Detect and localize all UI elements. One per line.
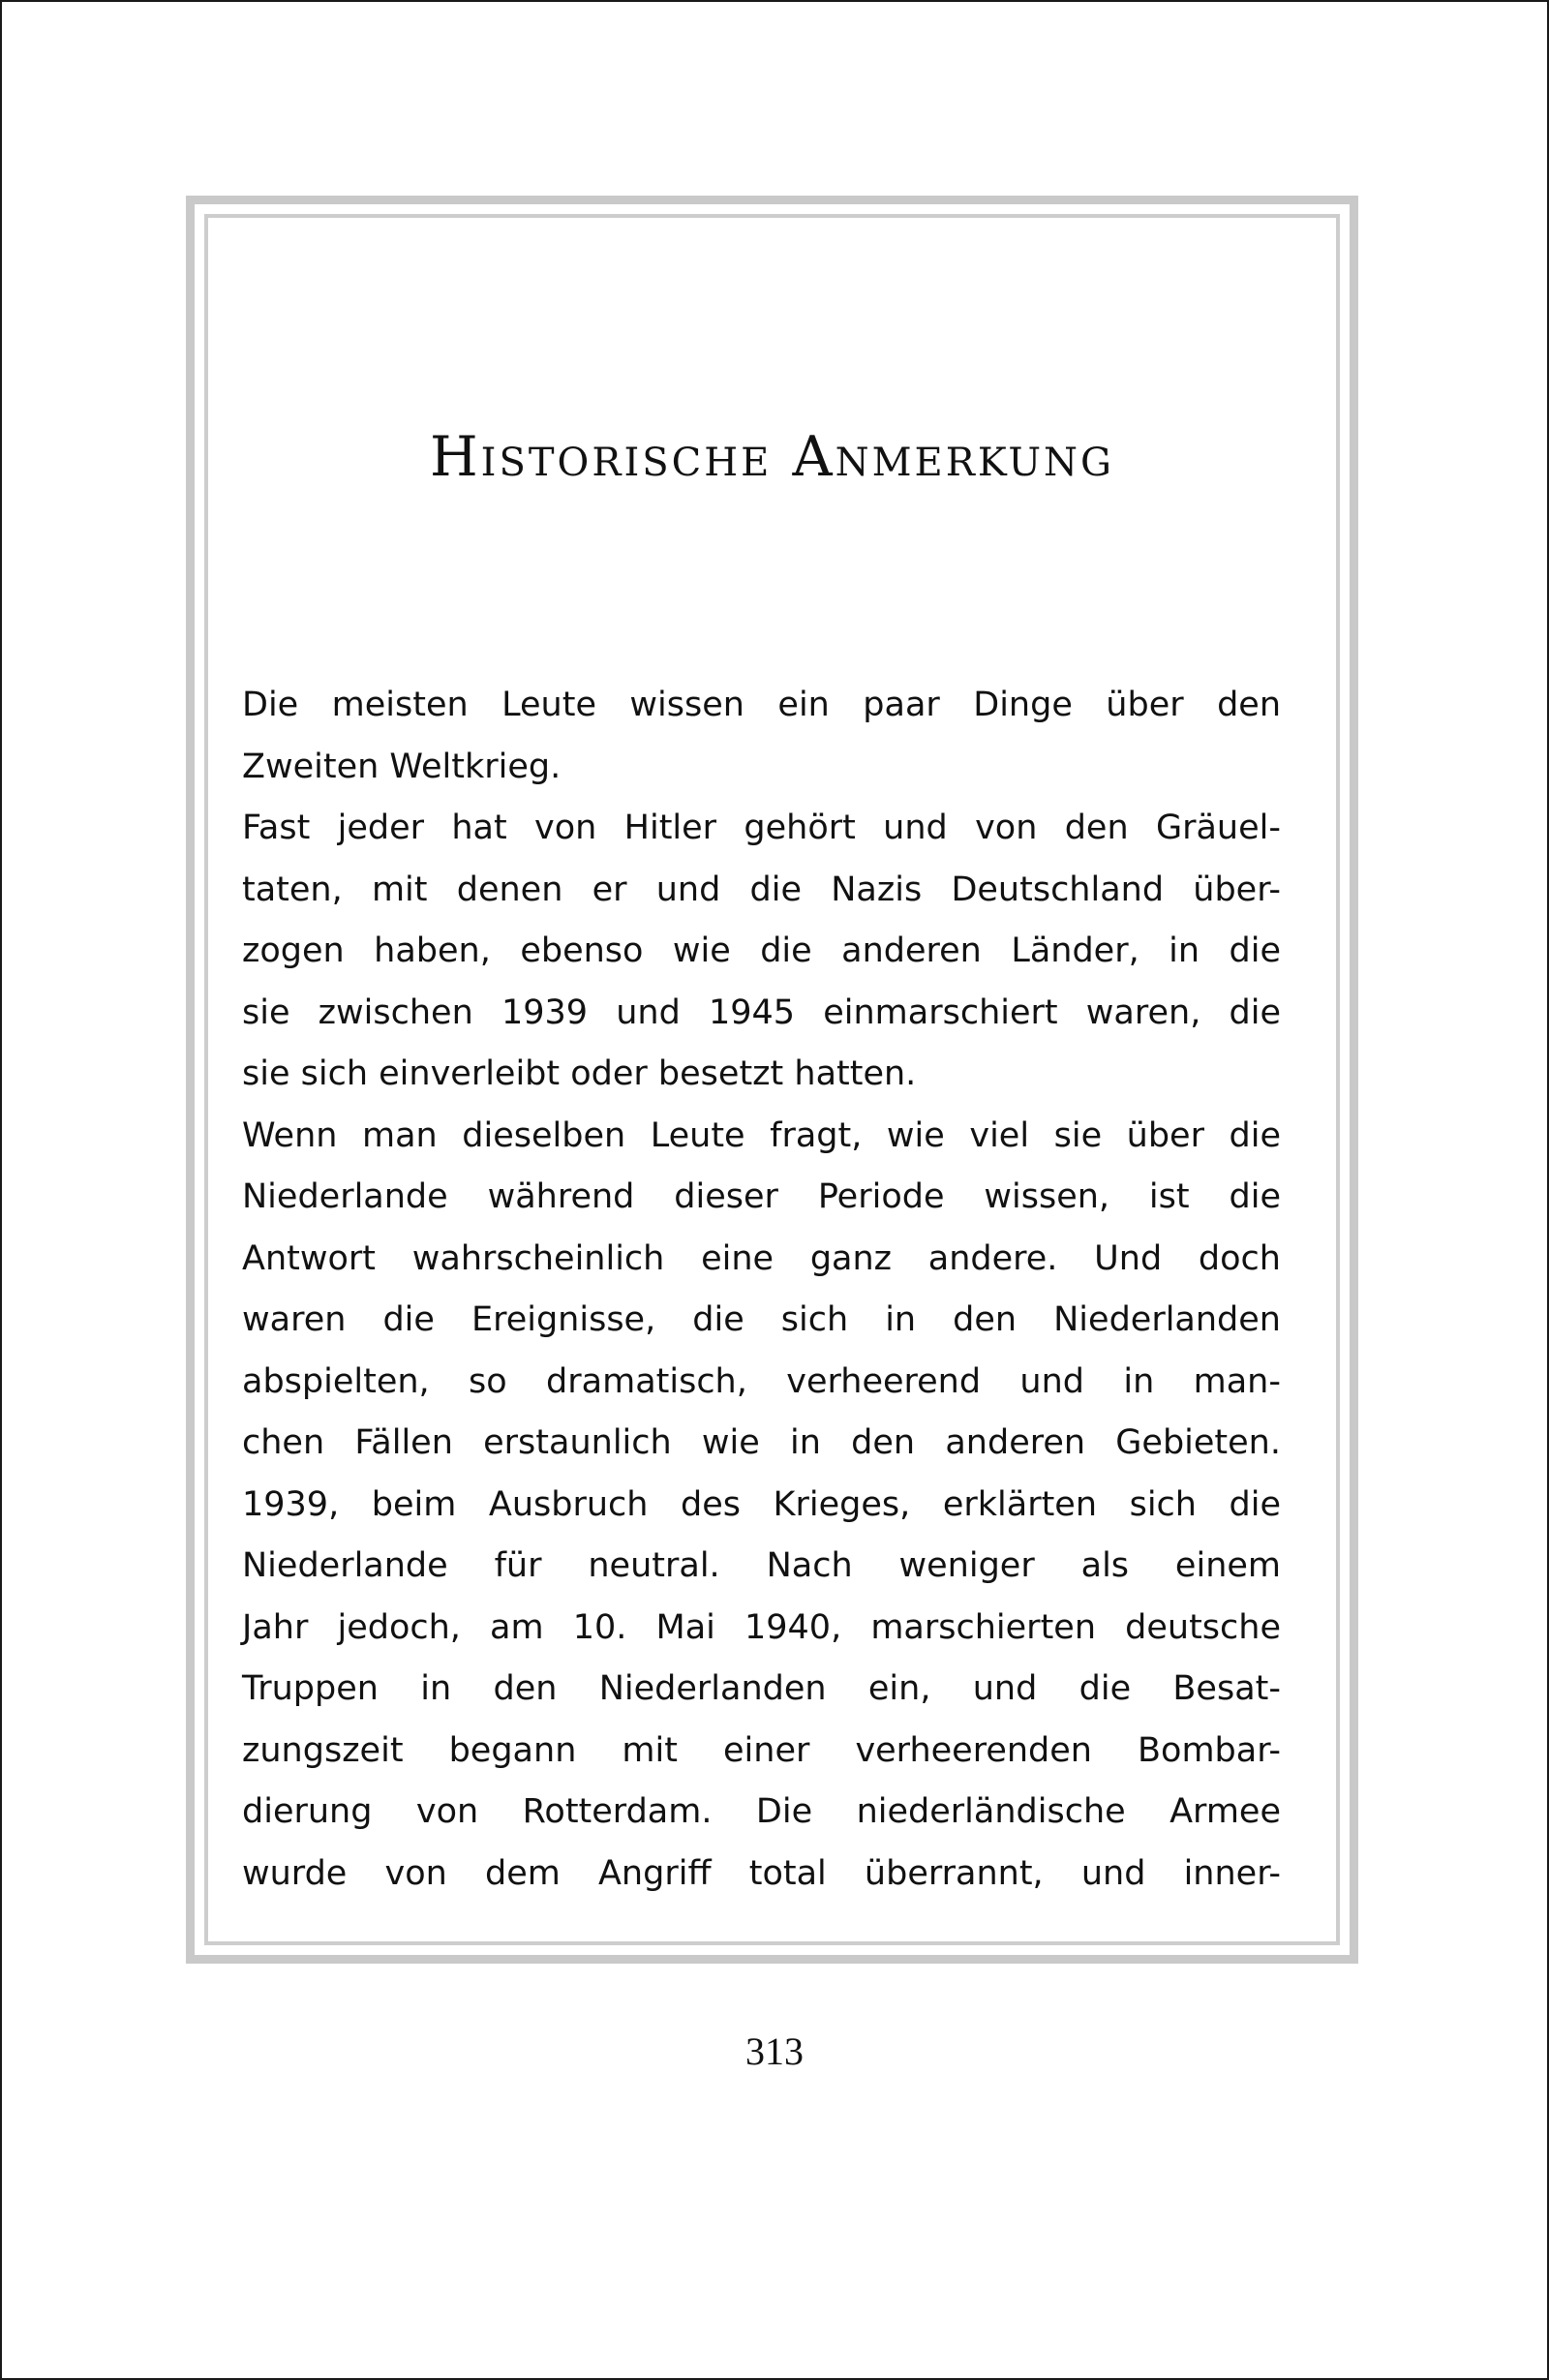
text-line: Fast jeder hat von Hitler gehört und von den Gräuel- (242, 809, 1281, 847)
text-line: zungszeit begann mit einer verheerenden Bombar- (242, 1730, 1281, 1770)
text-line: sie sich einverleibt oder besetzt hatten. (242, 1054, 917, 1093)
text-line: taten, mit denen er und die Nazis Deutschland über- (242, 870, 1281, 909)
text-line: 1939, beim Ausbruch des Krieges, erklärten sich die (242, 1484, 1281, 1524)
text-line: Die meisten Leute wissen ein paar Dinge über den (242, 686, 1281, 724)
text-line: wurde von dem Angriff total überrannt, und inner- (242, 1853, 1281, 1893)
text-line: chen Fällen erstaunlich wie in den anderen Gebieten. (242, 1423, 1281, 1462)
text-frame (186, 196, 1358, 1964)
body-text (242, 675, 1281, 1905)
text-line: Jahr jedoch, am 10. Mai 1940, marschierten deutsche (242, 1607, 1281, 1647)
text-line: Wenn man dieselben Leute fragt, wie viel sie über die (242, 1115, 1281, 1155)
text-line: Niederlande während dieser Periode wissen, ist die (242, 1177, 1281, 1216)
text-line: sie zwischen 1939 und 1945 einmarschiert waren, die (242, 992, 1281, 1032)
text-line: dierung von Rotterdam. Die niederländische Armee (242, 1792, 1281, 1831)
text-line: zogen haben, ebenso wie die anderen Länder, in die (242, 931, 1281, 970)
text-line: Niederlande für neutral. Nach weniger als einem (242, 1546, 1281, 1585)
chapter-title: Historische Anmerkung (429, 425, 1114, 489)
text-line: Truppen in den Niederlanden ein, und die Besat- (242, 1669, 1281, 1708)
page-number: 313 (745, 2029, 804, 2073)
text-line: Zweiten Weltkrieg. (242, 747, 562, 786)
text-line: abspielten, so dramatisch, verheerend und in man- (242, 1361, 1281, 1401)
text-line: waren die Ereignisse, die sich in den Niederlanden (242, 1300, 1281, 1339)
text-line: Antwort wahrscheinlich eine ganz andere. Und doch (242, 1238, 1281, 1278)
